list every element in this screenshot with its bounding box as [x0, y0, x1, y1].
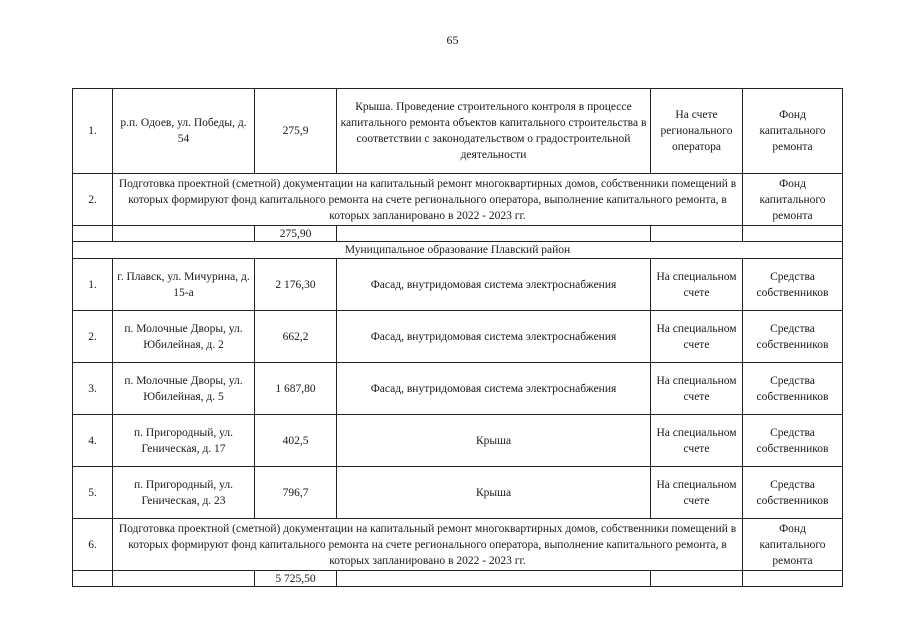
- empty-cell: [73, 571, 113, 587]
- page-number: 65: [446, 33, 459, 47]
- table-row: [73, 363, 843, 415]
- municipality-header-row: [73, 242, 843, 259]
- work-type-cell: Крыша: [337, 415, 651, 467]
- table-row: [73, 174, 843, 226]
- account-cell: На специальном счете: [651, 467, 743, 519]
- account-cell: На специальном счете: [651, 311, 743, 363]
- funding-cell: Фонд капитального ремонта: [743, 519, 843, 571]
- funding-cell: Средства собственников: [743, 467, 843, 519]
- empty-cell: [73, 226, 113, 242]
- address-cell: п. Пригородный, ул. Геническая, д. 17: [113, 415, 255, 467]
- funding-cell: Средства собственников: [743, 415, 843, 467]
- row-number: 3.: [73, 363, 113, 415]
- work-type-cell: Крыша. Проведение строительного контроля в процессе капитального ремонта объектов капитального строительства в соответствии с законодательством о градостроительной деятельности: [337, 89, 651, 174]
- work-type-cell: Фасад, внутридомовая система электроснабжения: [337, 311, 651, 363]
- row-number: 4.: [73, 415, 113, 467]
- row-number: 5.: [73, 467, 113, 519]
- table-row: [73, 467, 843, 519]
- total-area-cell: 5 725,50: [255, 571, 337, 587]
- area-cell: 662,2: [255, 311, 337, 363]
- empty-cell: [743, 571, 843, 587]
- address-cell: г. Плавск, ул. Мичурина, д. 15-а: [113, 259, 255, 311]
- table-row: [73, 415, 843, 467]
- account-cell: На специальном счете: [651, 363, 743, 415]
- row-number: 2.: [73, 311, 113, 363]
- empty-cell: [113, 226, 255, 242]
- row-number: 1.: [73, 89, 113, 174]
- total-area-cell: 275,90: [255, 226, 337, 242]
- funding-cell: Средства собственников: [743, 259, 843, 311]
- address-cell: п. Пригородный, ул. Геническая, д. 23: [113, 467, 255, 519]
- area-cell: 275,9: [255, 89, 337, 174]
- row-number: 1.: [73, 259, 113, 311]
- empty-cell: [337, 571, 651, 587]
- account-cell: На специальном счете: [651, 259, 743, 311]
- funding-cell: Средства собственников: [743, 311, 843, 363]
- address-cell: п. Молочные Дворы, ул. Юбилейная, д. 2: [113, 311, 255, 363]
- empty-cell: [651, 571, 743, 587]
- work-type-cell: Фасад, внутридомовая система электроснабжения: [337, 363, 651, 415]
- empty-cell: [113, 571, 255, 587]
- row-number: 2.: [73, 174, 113, 226]
- empty-cell: [743, 226, 843, 242]
- funding-cell: Фонд капитального ремонта: [743, 89, 843, 174]
- funding-cell: Средства собственников: [743, 363, 843, 415]
- municipality-title: Муниципальное образование Плавский район: [73, 242, 843, 259]
- empty-cell: [337, 226, 651, 242]
- table-row: [73, 311, 843, 363]
- design-documentation-cell: Подготовка проектной (сметной) документации на капитальный ремонт многоквартирных домов, собственники помещений в которых формируют фонд капитального ремонта на счете регионального оператора, выполнение капитального ремонта, в которых запланировано в 2022 - 2023 гг.: [113, 519, 743, 571]
- area-cell: 2 176,30: [255, 259, 337, 311]
- total-row: [73, 226, 843, 242]
- area-cell: 1 687,80: [255, 363, 337, 415]
- table-row: [73, 259, 843, 311]
- account-cell: На счете регионального оператора: [651, 89, 743, 174]
- address-cell: п. Молочные Дворы, ул. Юбилейная, д. 5: [113, 363, 255, 415]
- work-type-cell: Крыша: [337, 467, 651, 519]
- work-type-cell: Фасад, внутридомовая система электроснабжения: [337, 259, 651, 311]
- address-cell: р.п. Одоев, ул. Победы, д. 54: [113, 89, 255, 174]
- account-cell: На специальном счете: [651, 415, 743, 467]
- area-cell: 796,7: [255, 467, 337, 519]
- total-row: [73, 571, 843, 587]
- funding-cell: Фонд капитального ремонта: [743, 174, 843, 226]
- capital-repair-table: [72, 88, 843, 587]
- table-row: [73, 519, 843, 571]
- empty-cell: [651, 226, 743, 242]
- area-cell: 402,5: [255, 415, 337, 467]
- table-row: [73, 89, 843, 174]
- row-number: 6.: [73, 519, 113, 571]
- design-documentation-cell: Подготовка проектной (сметной) документации на капитальный ремонт многоквартирных домов, собственники помещений в которых формируют фонд капитального ремонта на счете регионального оператора, выполнение капитального ремонта, в которых запланировано в 2022 - 2023 гг.: [113, 174, 743, 226]
